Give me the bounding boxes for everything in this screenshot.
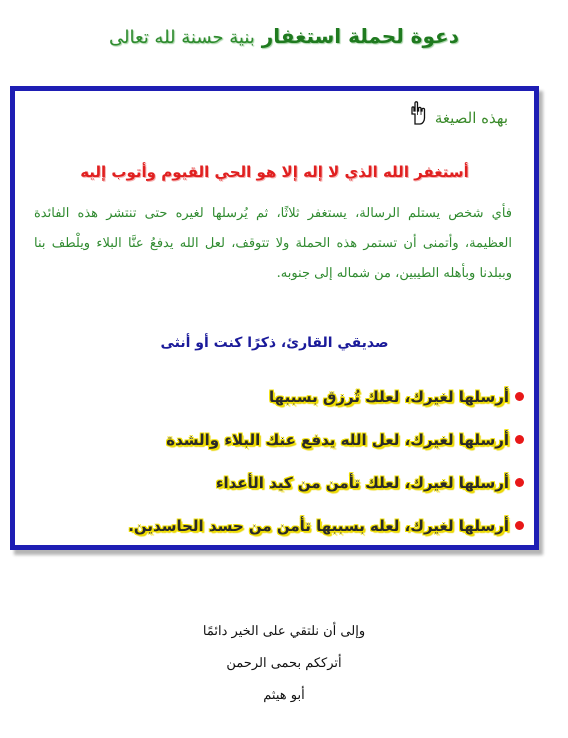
list-item	[34, 375, 524, 418]
bullet-icon	[515, 435, 524, 444]
list-item-text: أرسلها لغيرك، لعل الله يدفع عنك البلاء والشدة	[166, 430, 509, 449]
instructions-paragraph: فأي شخص يستلم الرسالة، يستغفر ثلاثًا، ثم يُرسلها لغيره حتى تنتشر هذه الفائدة العظيمة، وأتمنى أن تستمر هذه الحملة ولا تتوقف، لعل الله يدفعُ عنَّا البلاء ويلْطف بنا وببلدنا وبأهله الطيبين، من شماله إلى جنوبه.	[34, 206, 512, 281]
list-item-text: أرسلها لغيرك، لعله بسببها تأمن من حسد الحاسدين.	[128, 516, 509, 535]
reasons-list	[34, 375, 524, 547]
pointing-hand-icon	[407, 101, 429, 125]
page-title	[0, 24, 568, 48]
reader-address: صديقي القارئ، ذكرًا كنت أو أنثى	[160, 335, 389, 351]
title-strong: دعوة لحملة استغفار	[261, 24, 459, 48]
farewell-line: أترككم بحمى الرحمن	[226, 656, 342, 671]
intro-row	[407, 109, 508, 127]
istighfar-formula: أستغفر الله الذي لا إله إلا هو الحي القيوم وأتوب إليه	[80, 163, 469, 181]
intro-label: بهذه الصيغة	[434, 109, 508, 127]
bullet-icon	[515, 521, 524, 530]
list-item-text: أرسلها لغيرك، لعلك تأمن من كيد الأعداء	[215, 473, 509, 492]
list-item	[34, 504, 524, 547]
content-frame	[10, 86, 539, 550]
closing-section	[0, 616, 568, 712]
bullet-icon	[515, 478, 524, 487]
author-signature: أبو هيثم	[263, 688, 305, 703]
list-item	[34, 418, 524, 461]
closing-line: وإلى أن نلتقي على الخير دائمًا	[202, 624, 366, 639]
list-item-text: أرسلها لغيرك، لعلك تُرزق بسببها	[269, 387, 509, 406]
bullet-icon	[515, 392, 524, 401]
title-rest: بنية حسنة لله تعالى	[109, 27, 255, 48]
list-item	[34, 461, 524, 504]
